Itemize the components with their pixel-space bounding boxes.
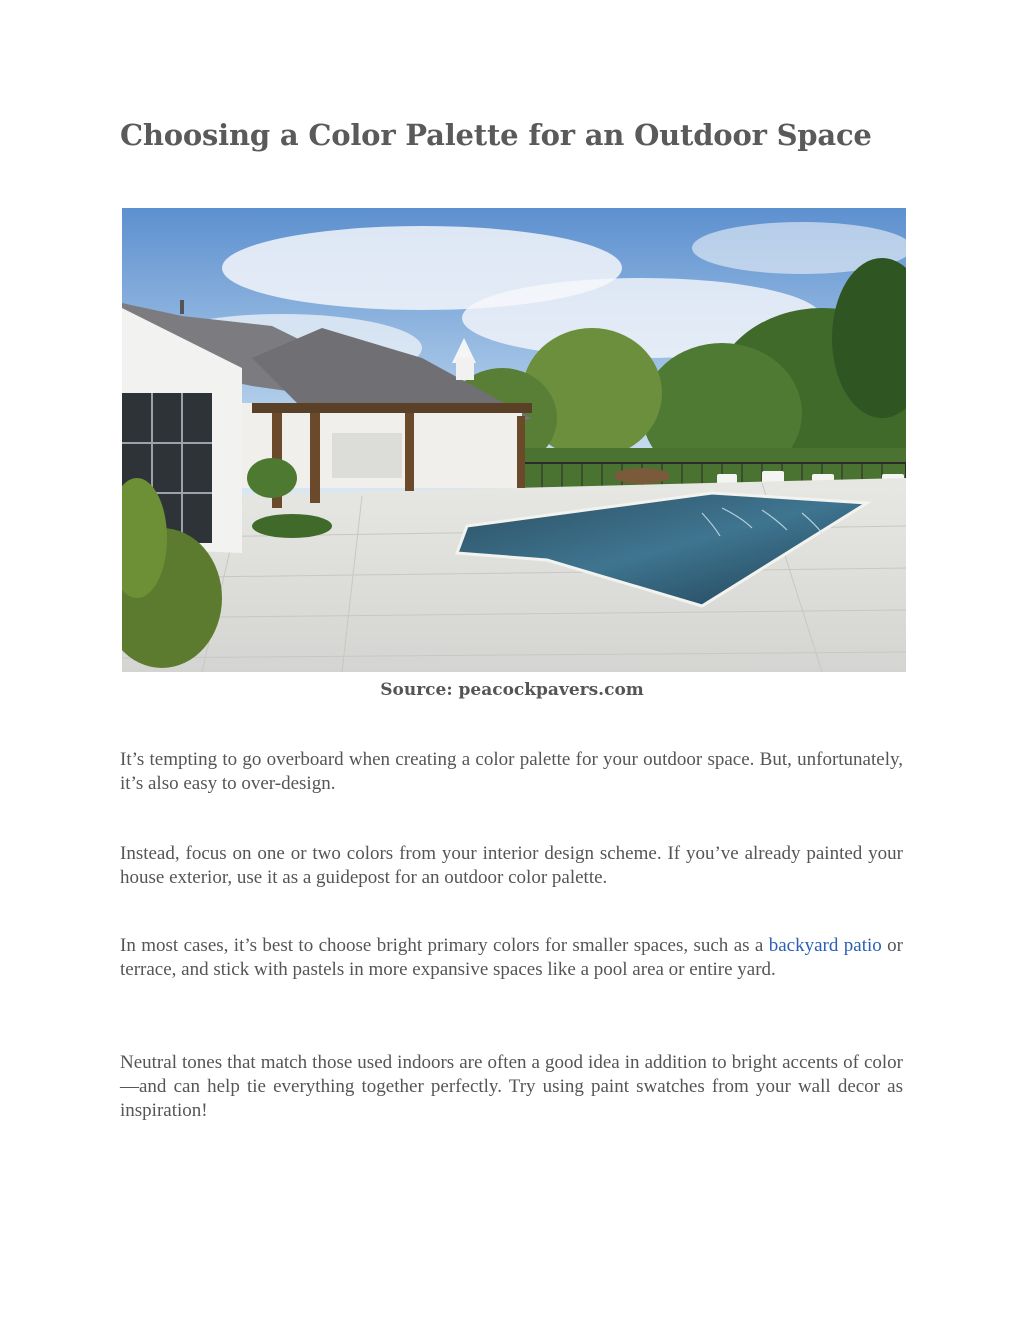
image-caption: Source: peacockpavers.com: [380, 680, 644, 700]
paragraph-2: Instead, focus on one or two colors from your interior design scheme. If you’ve already painted your house exterior, use it as a guidepost for an outdoor color palette.: [120, 843, 903, 888]
backyard-patio-link[interactable]: backyard patio: [768, 935, 882, 956]
paragraph-3: [120, 934, 903, 982]
paragraph-4: Neutral tones that match those used indoors are often a good idea in addition to bright accents of color—and can help tie everything together perfectly. Try using paint swatches from your wall decor as inspiration!: [120, 1052, 903, 1121]
article-title: Choosing a Color Palette for an Outdoor Space: [120, 118, 872, 152]
paragraph-3-text-start: In most cases, it’s best to choose bright primary colors for smaller spaces, such as a: [120, 935, 769, 956]
paragraph-1: It’s tempting to go overboard when creating a color palette for your outdoor space. But, unfortunately, it’s also easy to over-design.: [120, 749, 903, 794]
article-photo: [122, 208, 906, 672]
paragraph-3-text-end: or terrace, and stick with pastels in more expansive spaces like a pool area or entire yard.: [120, 935, 903, 980]
